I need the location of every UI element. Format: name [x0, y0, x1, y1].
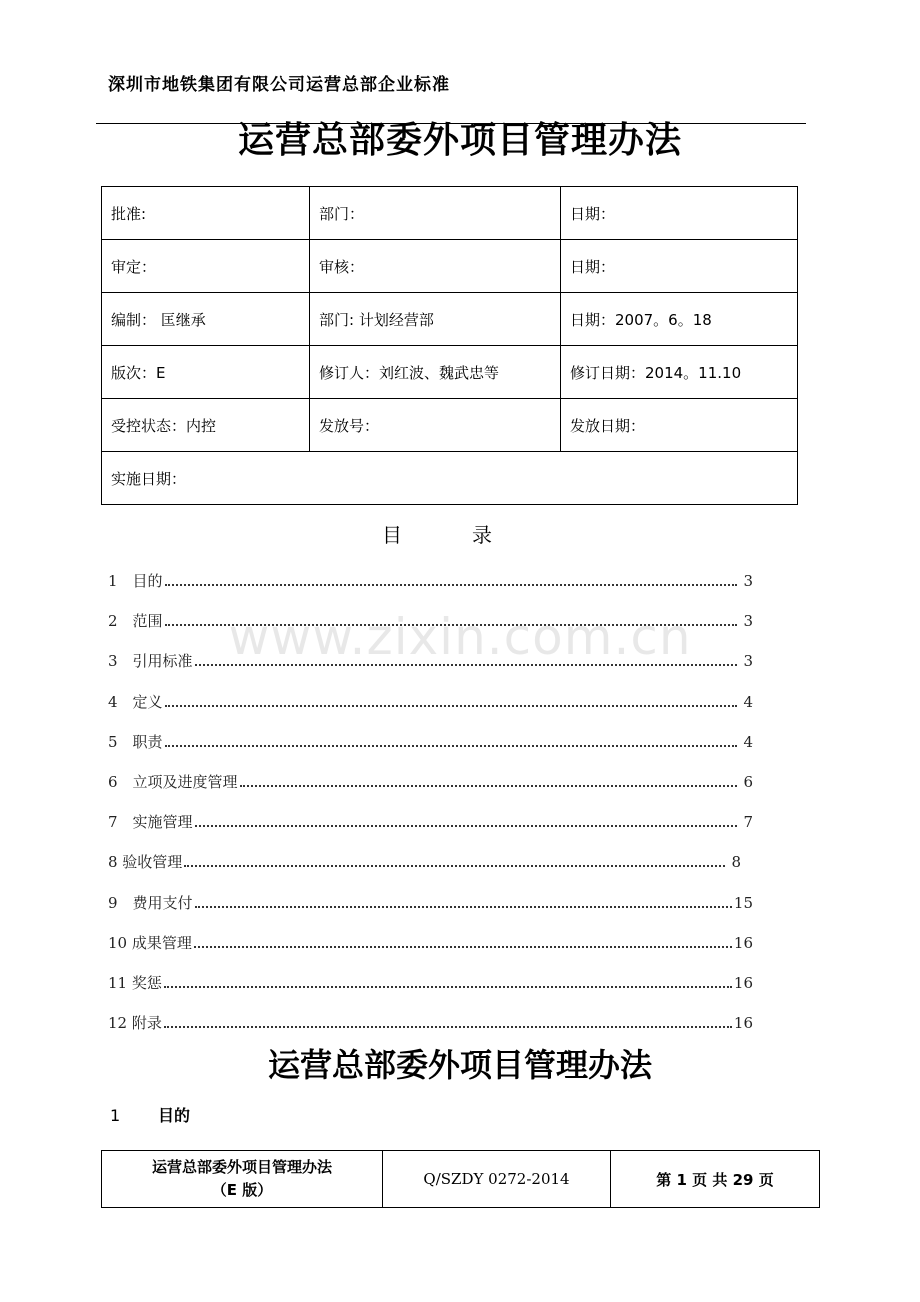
toc-leader-dots [194, 932, 732, 948]
toc-heading [0, 519, 874, 548]
toc-leader-dots [195, 650, 737, 666]
toc-leader-dots [165, 570, 737, 586]
toc-entry-label: 6 立项及进度管理 [108, 772, 238, 791]
toc-entry[interactable] [108, 688, 753, 728]
section-title: 目的 [158, 1106, 191, 1125]
toc-entry-page: 16 [733, 933, 753, 952]
compiled-by-cell: 编制： 匡继承 [102, 293, 310, 346]
toc-leader-dots [240, 771, 737, 787]
toc-entry[interactable] [108, 929, 753, 969]
toc-leader-dots [195, 892, 732, 908]
approved-by-cell: 批准: [102, 187, 310, 240]
section-heading [110, 1103, 190, 1126]
watermark: www.zixin.com.cn [228, 608, 692, 666]
review-row [102, 240, 798, 293]
toc-heading-part-2: 录 [472, 523, 492, 547]
toc-entry[interactable] [108, 889, 753, 929]
date-cell: 日期： [561, 240, 798, 293]
toc-leader-dots [165, 691, 737, 707]
control-status-cell: 受控状态：内控 [102, 399, 310, 452]
control-row [102, 399, 798, 452]
toc-entry-label: 9 费用支付 [108, 893, 193, 912]
toc-entry-label: 10 成果管理 [108, 933, 192, 952]
page-footer [101, 1150, 820, 1208]
toc-entry-page: 4 [743, 692, 753, 711]
footer-doc-title-cell [102, 1151, 383, 1208]
approval-row [102, 187, 798, 240]
table-of-contents [108, 567, 753, 1049]
footer-page-info: 第 1 页 共 29 页 [611, 1151, 820, 1208]
toc-entry[interactable] [108, 647, 753, 687]
date-cell: 日期： [561, 187, 798, 240]
effective-date-cell: 实施日期： [102, 452, 798, 505]
revision-date-cell: 修订日期：2014。11.10 [561, 346, 798, 399]
footer-doc-code: Q/SZDY 0272-2014 [383, 1151, 611, 1208]
toc-leader-dots [164, 1012, 732, 1028]
toc-entry-page: 3 [743, 612, 753, 631]
toc-entry-page: 16 [733, 973, 753, 992]
toc-entry[interactable] [108, 808, 753, 848]
date-cell: 日期：2007。6。18 [561, 293, 798, 346]
distribution-date-cell: 发放日期： [561, 399, 798, 452]
toc-entry-page: 6 [743, 772, 753, 791]
toc-leader-dots [195, 811, 737, 827]
toc-entry-label: 4 定义 [108, 692, 163, 711]
toc-leader-dots [164, 972, 732, 988]
org-standard-line: 深圳市地铁集团有限公司运营总部企业标准 [108, 75, 450, 95]
toc-entry-page: 15 [733, 893, 753, 912]
section-number: 1 [110, 1106, 121, 1125]
body-title: 运营总部委外项目管理办法 [267, 1046, 652, 1084]
toc-entry[interactable] [108, 607, 753, 647]
toc-entry-page: 8 [731, 853, 741, 872]
reviewed-by-cell: 审核： [310, 240, 561, 293]
toc-entry-label: 11 奖惩 [108, 973, 162, 992]
finalized-by-cell: 审定： [102, 240, 310, 293]
toc-entry[interactable] [108, 969, 753, 1009]
toc-entry-label: 7 实施管理 [108, 813, 193, 832]
revision-row [102, 346, 798, 399]
author-row [102, 293, 798, 346]
toc-entry[interactable] [108, 567, 753, 607]
toc-entry-label: 3 引用标准 [108, 652, 193, 671]
approval-table [101, 186, 798, 505]
toc-entry-page: 3 [743, 652, 753, 671]
toc-entry-page: 16 [733, 1014, 753, 1033]
toc-entry[interactable] [108, 848, 741, 888]
toc-entry-label: 8 验收管理 [108, 853, 183, 872]
footer-edition: （E 版） [211, 1181, 273, 1199]
toc-entry-label: 12 附录 [108, 1014, 162, 1033]
document-title: 运营总部委外项目管理办法 [237, 119, 682, 161]
toc-entry[interactable] [108, 728, 753, 768]
toc-entry-label: 5 职责 [108, 732, 163, 751]
toc-entry-page: 4 [743, 732, 753, 751]
footer-row [102, 1151, 820, 1208]
toc-entry-label: 1 目的 [108, 572, 163, 590]
toc-heading-part-1: 目 [382, 523, 402, 547]
revised-by-cell: 修订人：刘红波、魏武忠等 [310, 346, 561, 399]
footer-doc-title: 运营总部委外项目管理办法 [151, 1158, 332, 1176]
toc-entry[interactable] [108, 768, 753, 808]
toc-leader-dots [184, 851, 725, 867]
distribution-number-cell: 发放号： [310, 399, 561, 452]
effective-row [102, 452, 798, 505]
toc-entry-page: 3 [743, 572, 753, 590]
department-cell: 部门： [310, 187, 561, 240]
toc-entry-page: 7 [743, 813, 753, 832]
toc-entry-label: 2 范围 [108, 612, 163, 631]
department-cell: 部门: 计划经营部 [310, 293, 561, 346]
toc-leader-dots [165, 731, 737, 747]
edition-cell: 版次：E [102, 346, 310, 399]
toc-leader-dots [165, 610, 737, 626]
